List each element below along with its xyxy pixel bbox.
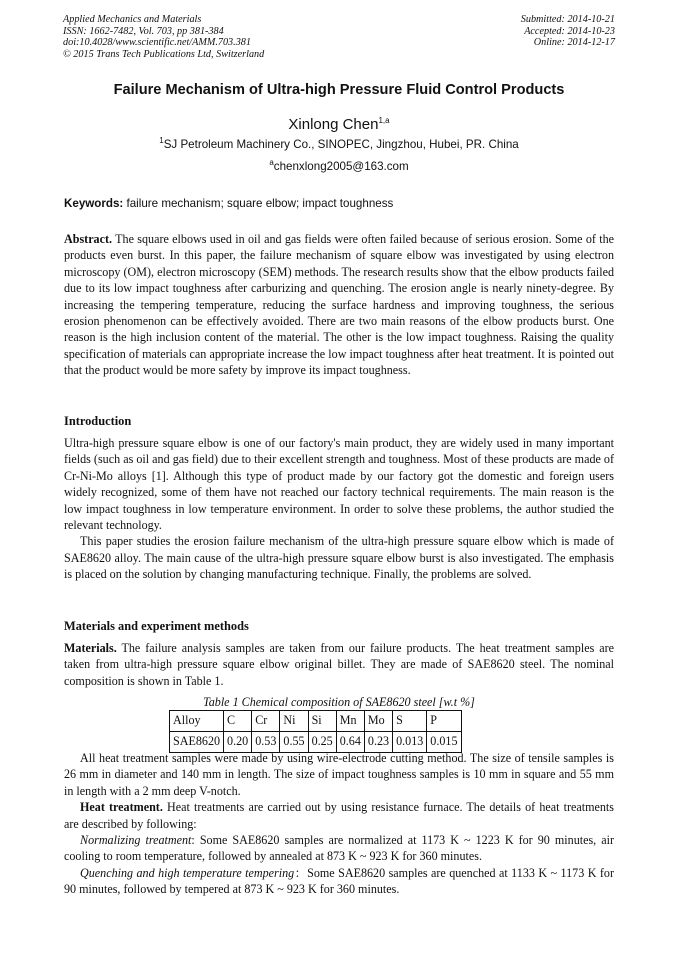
quenching-paragraph <box>64 865 614 898</box>
table-header-cell: S <box>393 711 427 732</box>
introduction <box>64 435 614 583</box>
online-date: Online: 2014-12-17 <box>533 37 615 49</box>
normalizing-paragraph <box>64 832 614 865</box>
intro-paragraph-1: Ultra-high pressure square elbow is one of our factory's main product, they are widely used in many important fields (such as oil and gas field) due to their excellent strength and toughness. Most of these products are made of Cr-Ni-Mo alloys [1]. Although this type of product made by our factory got the domestic and foreign users widely recognized, some of them have not reached our factory technical requirements. The main reason is the low impact toughness in low temperature environment. In order to solve these problems, the author studied the relevant technology. <box>64 436 614 533</box>
heat-treatment-text: Heat treatments are carried out by using resistance furnace. The details of heat treatments are described by following: <box>64 800 614 831</box>
submission-dates <box>521 14 615 49</box>
table-cell: SAE8620 <box>170 732 224 753</box>
email-text: chenxlong2005@163.com <box>273 160 409 173</box>
quenching-text: ：Some SAE8620 samples are quenched at 1133 K ~ 1173 K for 90 minutes, followed by tempered at 873 K ~ 923 K for 360 minutes. <box>64 865 614 897</box>
table-header-cell: Alloy <box>170 711 224 732</box>
materials-heading: Materials and experiment methods <box>64 619 249 633</box>
sample-paragraph: All heat treatment samples were made by using wire-electrode cutting method. The size of tensile samples is 26 mm in diameter and 140 mm in length. The size of impact toughness samples is 10 mm in square and 55 mm in length with a 2 mm deep V-notch. <box>64 751 614 798</box>
abstract <box>64 231 614 379</box>
keywords <box>64 197 393 210</box>
materials-text: The failure analysis samples are taken from our failure products. The heat treatment samples are taken from ultra-high pressure square elbow original billet. They are made of SAE8620 steel. The nominal composition is shown in Table 1. <box>64 641 614 688</box>
author-email <box>0 160 678 173</box>
keywords-text: failure mechanism; square elbow; impact toughness <box>126 197 394 210</box>
author <box>0 116 678 133</box>
table-header-cell: Cr <box>252 711 280 732</box>
journal-doi: doi:10.4028/www.scientific.net/AMM.703.381 <box>63 37 251 49</box>
methods-text <box>64 750 614 898</box>
table-cell: 0.55 <box>280 732 308 753</box>
journal-name: Applied Mechanics and Materials <box>63 14 202 25</box>
affiliation <box>0 138 678 151</box>
keywords-label: Keywords: <box>64 197 124 210</box>
table-header-cell: P <box>427 711 461 732</box>
email-sup: a <box>269 158 274 168</box>
table-caption: Table 1 Chemical composition of SAE8620 steel [w.t %] <box>203 695 475 709</box>
accepted-date: Accepted: 2014-10-23 <box>524 25 615 37</box>
heat-treatment-paragraph <box>64 799 614 832</box>
abstract-label: Abstract. <box>64 232 113 246</box>
affiliation-text: SJ Petroleum Machinery Co., SINOPEC, Jingzhou, Hubei, PR. China <box>163 138 519 151</box>
table-cell: 0.25 <box>308 732 336 753</box>
normalizing-label: Normalizing treatment <box>80 833 192 848</box>
materials-label: Materials. <box>64 641 117 655</box>
table-cell: 0.53 <box>252 732 280 753</box>
author-sup: 1,a <box>378 116 390 125</box>
affiliation-sup: 1 <box>159 136 164 146</box>
table-header-cell: Mn <box>336 711 364 732</box>
journal-issn: ISSN: 1662-7482, Vol. 703, pp 381-384 <box>63 25 224 37</box>
table-header-row <box>170 711 462 732</box>
table-header-cell: Ni <box>280 711 308 732</box>
submitted-date: Submitted: 2014-10-21 <box>520 14 615 25</box>
table-cell: 0.64 <box>336 732 364 753</box>
table-header-cell: C <box>224 711 252 732</box>
table-header-cell: Mo <box>364 711 392 732</box>
normalizing-text: : Some SAE8620 samples are normalized at 1173 K ~ 1223 K for 90 minutes, air cooling to room temperature, followed by annealed at 873 K ~ 923 K for 360 minutes. <box>64 833 614 864</box>
abstract-text: The square elbows used in oil and gas fields were often failed because of serious erosion. Some of the products even burst. In this paper, the failure mechanism of square elbow was investigated by using electron microscopy (OM), electron microscopy (SEM) methods. The research results show that the elbow products failed due to its low impact toughness after carburizing and quenching. The erosion angle is nearly ninety-degree. By increasing the tempering temperature, reducing the surface hardness and improving toughness, the serious erosion phenomenon can be effectively avoided. There are two main reasons of the elbow products burst. One reason is the high inclusion content of the material. The other is the low impact toughness. Raising the quality specification of materials can appropriate increase the low impact toughness after heat treatment. It is pointed out that the product would be more safety by improve its impact toughness. <box>64 232 614 378</box>
author-name: Xinlong Chen <box>288 116 379 133</box>
introduction-heading: Introduction <box>64 414 132 428</box>
paper-title: Failure Mechanism of Ultra-high Pressure Fluid Control Products <box>113 82 565 98</box>
journal-info <box>63 14 264 60</box>
composition-table <box>169 710 462 753</box>
intro-paragraph-2: This paper studies the erosion failure mechanism of the ultra-high pressure square elbow which is made of SAE8620 alloy. The main cause of the ultra-high pressure square elbow burst is also investigated. The emphasis is placed on the solution by changing manufacturing technique. Finally, the problems are solved. <box>64 534 614 582</box>
quenching-label: Quenching and high temperature tempering <box>80 865 295 880</box>
journal-copyright: © 2015 Trans Tech Publications Ltd, Switzerland <box>63 48 265 60</box>
table-cell: 0.013 <box>393 732 427 753</box>
table-cell: 0.23 <box>364 732 392 753</box>
table-cell: 0.20 <box>224 732 252 753</box>
table-header-cell: Si <box>308 711 336 732</box>
materials-paragraph <box>64 640 614 689</box>
table-cell: 0.015 <box>427 732 461 753</box>
heat-treatment-label: Heat treatment. <box>80 800 163 815</box>
